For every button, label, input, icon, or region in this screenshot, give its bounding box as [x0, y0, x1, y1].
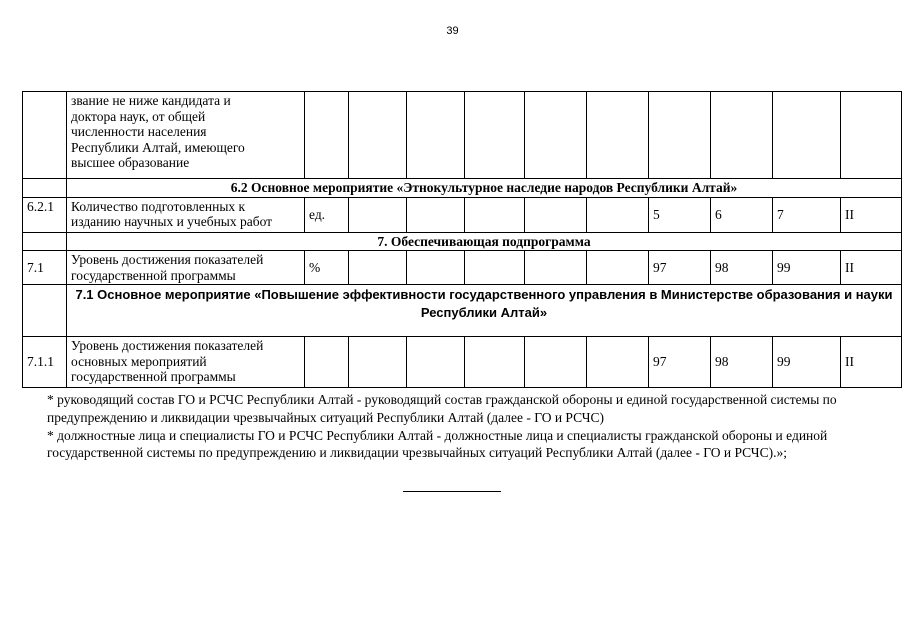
- row-number: 7.1.1: [23, 337, 67, 388]
- nature-cell: [841, 92, 902, 179]
- table-row: [23, 197, 902, 232]
- indicator-description: [67, 251, 305, 285]
- value-cell: 98: [711, 251, 773, 285]
- value-cell: [349, 92, 407, 179]
- indicator-description: [67, 337, 305, 388]
- section-title: 7. Обеспечивающая подпрограмма: [67, 232, 902, 251]
- footnote: * должностные лица и специалисты ГО и РСЧС Республики Алтай - должностные лица и специалисты гражданской обороны и единой государственной системы по предупреждению и ликвидации чрезвычайных ситуаций Республики Алтай (далее - ГО и РСЧС).»;: [47, 427, 828, 461]
- section-row: [23, 232, 902, 251]
- desc-line: численности населения: [71, 124, 207, 139]
- value-cell: 98: [711, 337, 773, 388]
- desc-line: основных мероприятий: [71, 353, 207, 369]
- page-number: 39: [446, 25, 459, 37]
- desc-line: Уровень достижения показателей: [71, 252, 264, 267]
- unit-cell: %: [305, 251, 349, 285]
- section-title: 7.1 Основное мероприятие «Повышение эффективности государственного управления в Министерстве образования и науки Республики Алтай»: [67, 285, 902, 337]
- row-number: [23, 92, 67, 179]
- unit-cell: [305, 337, 349, 388]
- desc-line: высшее образование: [71, 155, 190, 170]
- value-cell: [407, 197, 465, 232]
- value-cell: [465, 337, 525, 388]
- value-cell: [349, 197, 407, 232]
- value-cell: 5: [649, 197, 711, 232]
- value-cell: [525, 337, 587, 388]
- desc-line: доктора наук, от общей: [71, 108, 206, 124]
- table-row: [23, 337, 902, 388]
- unit-cell: [305, 92, 349, 179]
- value-cell: [711, 92, 773, 179]
- section-row: [23, 179, 902, 198]
- indicator-description: [67, 197, 305, 232]
- footnote: * руководящий состав ГО и РСЧС Республики Алтай - руководящий состав гражданской обороны и единой государственной системы по предупреждению и ликвидации чрезвычайных ситуаций Республики Алтай (далее - ГО и РСЧС): [47, 392, 837, 425]
- nature-cell: II: [841, 337, 902, 388]
- section-row: [23, 285, 902, 337]
- row-number: [23, 285, 67, 337]
- value-cell: [407, 92, 465, 179]
- value-cell: [349, 251, 407, 285]
- end-divider: [403, 491, 501, 492]
- desc-line: Количество подготовленных к: [71, 198, 246, 214]
- row-number: [23, 179, 67, 198]
- value-cell: [649, 92, 711, 179]
- unit-cell: ед.: [305, 197, 349, 232]
- indicators-table: [22, 91, 902, 388]
- nature-cell: II: [841, 197, 902, 232]
- value-cell: [465, 92, 525, 179]
- table-row: [23, 251, 902, 285]
- value-cell: [407, 251, 465, 285]
- row-number: 7.1: [23, 251, 67, 285]
- indicator-description: [67, 92, 305, 179]
- value-cell: 99: [773, 337, 841, 388]
- desc-line: Уровень достижения показателей: [71, 338, 264, 353]
- value-cell: [465, 251, 525, 285]
- nature-cell: II: [841, 251, 902, 285]
- value-cell: 7: [773, 197, 841, 232]
- value-cell: [525, 251, 587, 285]
- value-cell: 6: [711, 197, 773, 232]
- desc-line: звание не ниже кандидата и: [71, 93, 231, 108]
- value-cell: 97: [649, 251, 711, 285]
- desc-line: изданию научных и учебных работ: [71, 214, 273, 229]
- value-cell: [587, 92, 649, 179]
- value-cell: [465, 197, 525, 232]
- value-cell: [587, 197, 649, 232]
- desc-line: государственной программы: [71, 267, 236, 283]
- row-number: [23, 232, 67, 251]
- desc-line: Республики Алтай, имеющего: [71, 139, 245, 155]
- value-cell: [407, 337, 465, 388]
- desc-line: государственной программы: [71, 369, 236, 384]
- value-cell: [587, 251, 649, 285]
- value-cell: [349, 337, 407, 388]
- value-cell: 97: [649, 337, 711, 388]
- value-cell: 99: [773, 251, 841, 285]
- value-cell: [773, 92, 841, 179]
- row-number: 6.2.1: [23, 197, 67, 232]
- value-cell: [525, 92, 587, 179]
- value-cell: [525, 197, 587, 232]
- footnotes: [47, 391, 877, 462]
- table-row: [23, 92, 902, 179]
- value-cell: [587, 337, 649, 388]
- section-title: 6.2 Основное мероприятие «Этнокультурное наследие народов Республики Алтай»: [67, 179, 902, 198]
